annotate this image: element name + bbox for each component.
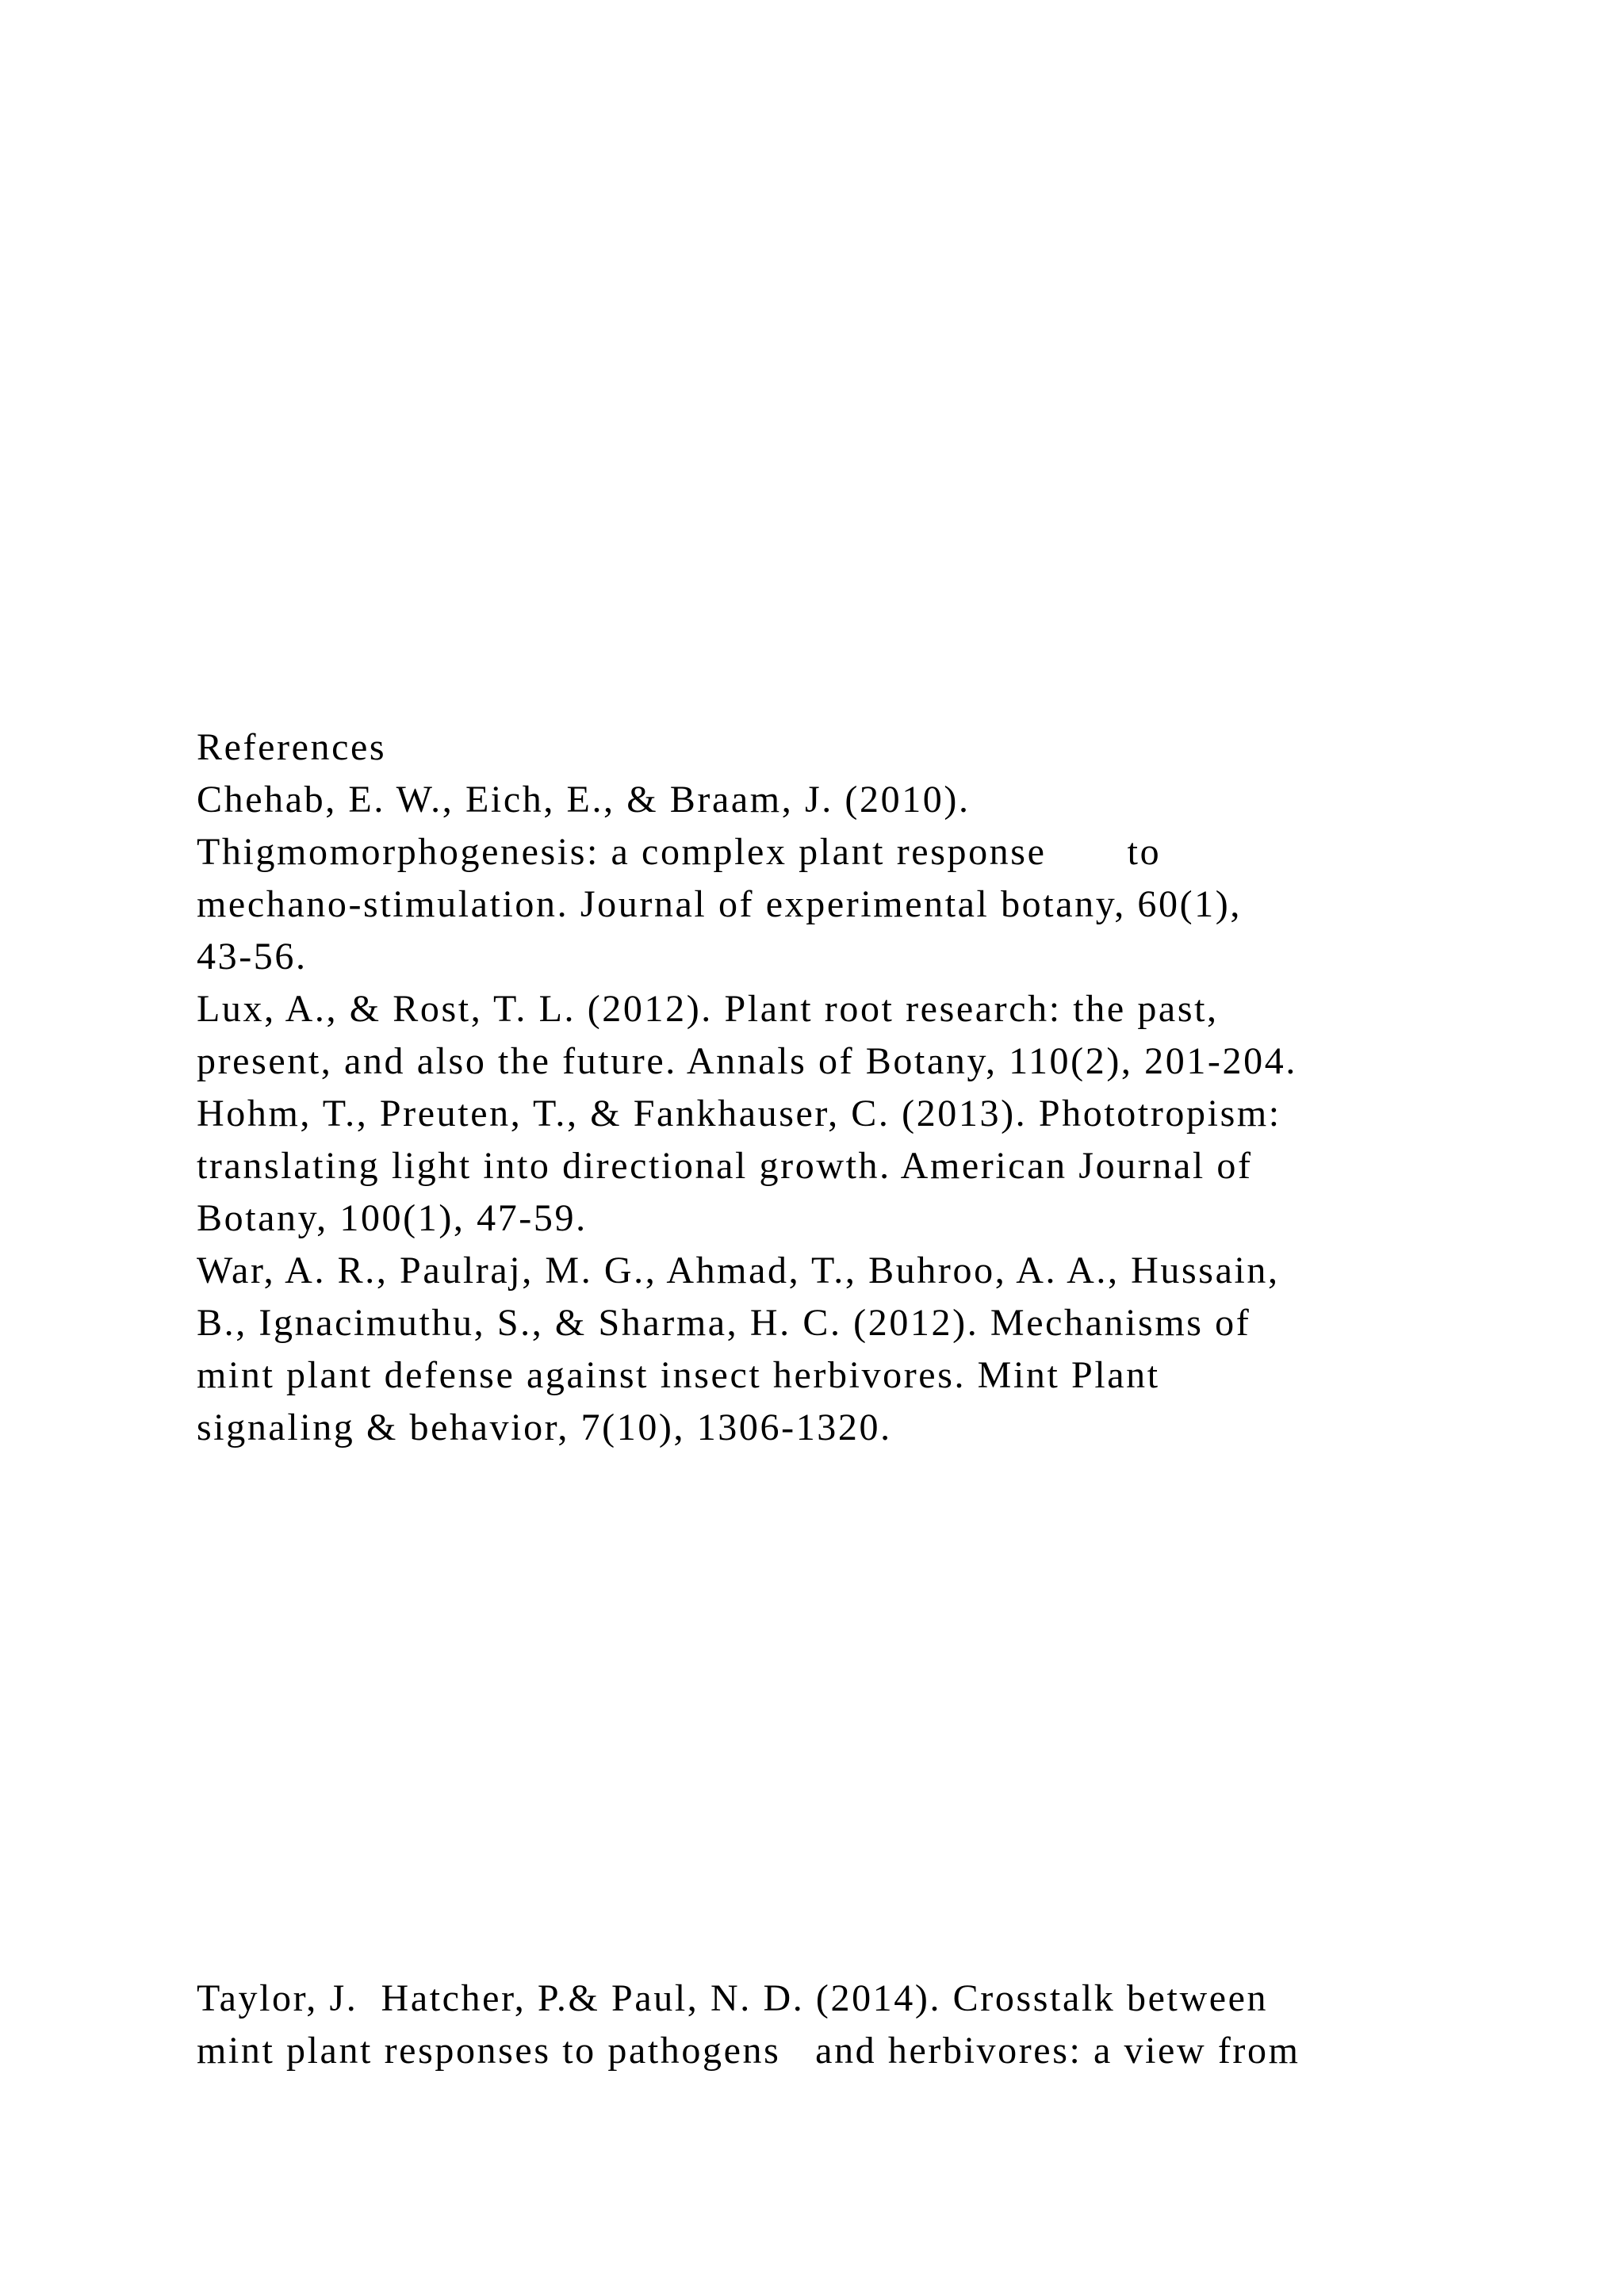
reference-line: Hohm, T., Preuten, T., & Fankhauser, C. (2013). Phototropism: xyxy=(197,1093,1281,1135)
reference-line: translating light into directional growth. American Journal of xyxy=(197,1145,1253,1187)
reference-line: Botany, 100(1), 47-59. xyxy=(197,1197,588,1239)
reference-line: Chehab, E. W., Eich, E., & Braam, J. (2010). xyxy=(197,779,971,821)
reference-line: Thigmomorphogenesis: a complex plant response to xyxy=(197,831,1162,873)
reference-line: Taylor, J. Hatcher, P.& Paul, N. D. (2014). Crosstalk between xyxy=(197,1977,1269,2019)
reference-line: 43-56. xyxy=(197,936,308,978)
reference-line: B., Ignacimuthu, S., & Sharma, H. C. (2012). Mechanisms of xyxy=(197,1302,1251,1344)
reference-line: mint plant responses to pathogens and herbivores: a view from xyxy=(197,2030,1300,2072)
reference-line: mint plant defense against insect herbivores. Mint Plant xyxy=(197,1354,1160,1396)
references-heading: References xyxy=(197,726,387,768)
reference-line: Lux, A., & Rost, T. L. (2012). Plant root research: the past, xyxy=(197,988,1219,1030)
reference-line: War, A. R., Paulraj, M. G., Ahmad, T., Buhroo, A. A., Hussain, xyxy=(197,1249,1280,1292)
reference-line: signaling & behavior, 7(10), 1306-1320. xyxy=(197,1406,892,1448)
reference-line: present, and also the future. Annals of Botany, 110(2), 201-204. xyxy=(197,1040,1297,1082)
reference-line: mechano-stimulation. Journal of experimental botany, 60(1), xyxy=(197,883,1242,925)
